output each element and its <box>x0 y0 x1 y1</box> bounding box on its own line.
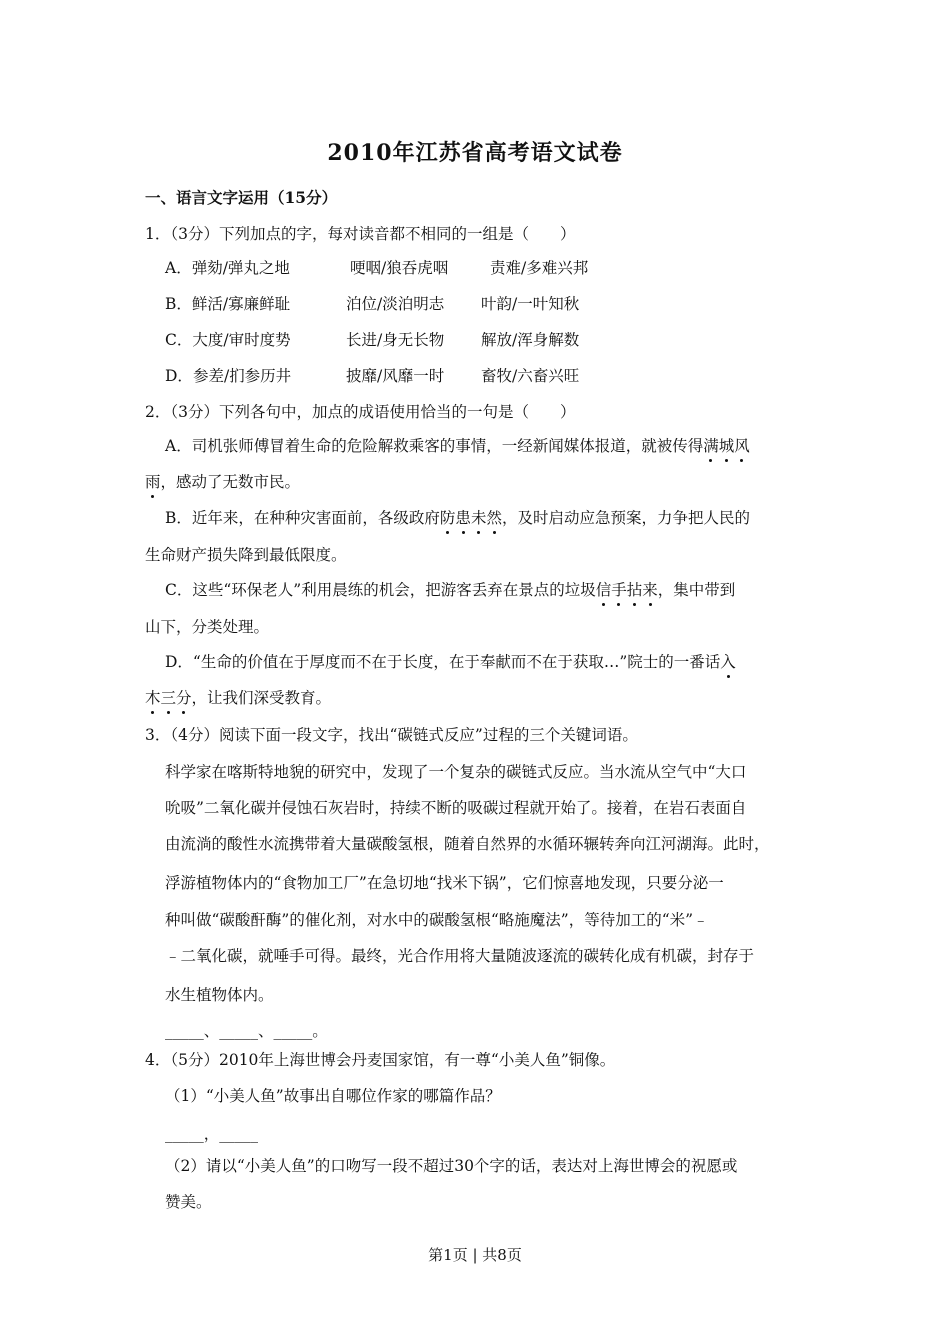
q3-passage-line: 吮吸”二氧化碳并侵蚀石灰岩时，持续不断的吸碳过程就开始了。接着，在岩石表面自 <box>165 799 747 817</box>
q1-option-c <box>165 330 291 350</box>
q3-passage-line: 科学家在喀斯特地貌的研究中，发现了一个复杂的碳链式反应。当水流从空气中“大口 <box>165 763 747 781</box>
q2-option-a <box>165 436 750 456</box>
word-group: 解放/浑身解数 <box>481 331 580 349</box>
emphasis-char: 然 <box>486 509 502 527</box>
dotted-idiom <box>596 581 658 599</box>
q4-sub2: （2）请以“小美人鱼”的口吻写一段不超过30个字的话，表达对上海世博会的祝愿或 <box>165 1157 738 1175</box>
emphasis-char: 未 <box>470 509 487 527</box>
q2-option-d-cont <box>145 688 331 708</box>
emphasis-char: 分 <box>176 689 192 707</box>
page-footer: 第1页 | 共8页 <box>428 1246 522 1264</box>
option-label: C． <box>165 331 193 349</box>
sentence-text: A．司机张师傅冒着生命的危险解救乘客的事情，一经新闻媒体报道，就被传得 <box>165 437 704 455</box>
option-label: B． <box>165 295 192 313</box>
word-group: 参差/扪参历井 <box>192 367 292 385</box>
q2-option-b-cont: 生命财产损失降到最低限度。 <box>145 546 347 564</box>
word-group: 长进/身无长物 <box>346 331 445 349</box>
q4-sub2-cont: 赞美。 <box>165 1193 212 1211</box>
emphasis-char: 防 <box>439 509 456 527</box>
emphasis-char: 拈 <box>626 581 643 599</box>
q1-option-d <box>165 366 291 386</box>
sentence-text: ，及时启动应急预案，力争把人民的 <box>501 509 750 527</box>
emphasis-char: 风 <box>734 437 750 455</box>
option-label: A． <box>165 259 192 277</box>
word-group: 弹劾/弹丸之地 <box>191 259 290 277</box>
q3-passage-line: 种叫做“碳酸酐酶”的催化剂，对水中的碳酸氢根“略施魔法”，等待加工的“米”﹣ <box>165 911 709 929</box>
emphasis-char: 满 <box>703 437 719 455</box>
word-group: 鲜活/寡廉鲜耻 <box>191 295 291 313</box>
emphasis-char: 木 <box>145 689 161 707</box>
option-label: D． <box>165 367 193 385</box>
emphasis-char: 入 <box>720 653 736 671</box>
q3-passage-line: ﹣二氧化碳，就唾手可得。最终，光合作用将大量随波逐流的碳转化成有机碳，封存于 <box>165 947 755 965</box>
q2-option-c <box>165 580 735 600</box>
q3-passage-line: 水生植物体内。 <box>165 986 274 1004</box>
dotted-idiom <box>703 437 750 455</box>
word-group: 叶韵/一叶知秋 <box>481 295 580 313</box>
q1-stem: 1．（3分）下列加点的字，每对读音都不相同的一组是（ ） <box>145 225 576 243</box>
emphasis-char: 城 <box>718 437 735 455</box>
sentence-text: ，感动了无数市民。 <box>160 473 301 491</box>
dotted-idiom <box>720 653 736 671</box>
section-heading: 一、语言文字运用（15分） <box>145 188 338 207</box>
q2-option-b <box>165 508 750 528</box>
q1-option-b <box>165 294 290 314</box>
q3-passage-line: 浮游植物体内的“食物加工厂”在急切地“找米下锅”，它们惊喜地发现，只要分泌一 <box>165 874 724 892</box>
word-group: 大度/审时度势 <box>192 331 291 349</box>
word-group: 披靡/风靡一时 <box>346 367 445 385</box>
emphasis-char: 雨 <box>145 473 161 491</box>
q1-option-a <box>165 258 290 278</box>
word-group: 哽咽/狼吞虎咽 <box>350 259 449 277</box>
q3-answer-blanks: _____、_____、_____。 <box>165 1022 328 1040</box>
emphasis-char: 三 <box>160 689 177 707</box>
q4-sub1: （1）“小美人鱼”故事出自哪位作家的哪篇作品？ <box>165 1087 501 1105</box>
q2-stem: 2．（3分）下列各句中，加点的成语使用恰当的一句是（ ） <box>145 403 576 421</box>
emphasis-char: 信 <box>595 581 612 599</box>
q3-stem: 3．（4分）阅读下面一段文字，找出“碳链式反应”过程的三个关键词语。 <box>145 726 638 744</box>
sentence-text: ，让我们深受教育。 <box>191 689 332 707</box>
word-group: 泊位/淡泊明志 <box>346 295 445 313</box>
dotted-idiom <box>440 509 502 527</box>
emphasis-char: 来 <box>642 581 658 599</box>
word-group: 责难/多难兴邦 <box>490 259 589 277</box>
q4-stem: 4．（5分）2010年上海世博会丹麦国家馆，有一尊“小美人鱼”铜像。 <box>145 1051 616 1069</box>
q2-option-c-cont: 山下，分类处理。 <box>145 618 270 636</box>
emphasis-char: 患 <box>455 509 471 527</box>
word-group: 畜牧/六畜兴旺 <box>481 367 580 385</box>
sentence-text: ，集中带到 <box>657 581 736 599</box>
sentence-text: C．这些“环保老人”利用晨练的机会，把游客丢弃在景点的垃圾 <box>165 581 596 599</box>
q3-passage-line: 由流淌的酸性水流携带着大量碳酸氢根，随着自然界的水循环辗转奔向江河湖海。此时， <box>165 835 770 853</box>
sentence-text: B．近年来，在种种灾害面前，各级政府 <box>165 509 440 527</box>
dotted-idiom <box>145 689 192 707</box>
q4-answer-blanks: _____，_____ <box>165 1125 259 1143</box>
dotted-idiom <box>145 473 161 491</box>
emphasis-char: 手 <box>611 581 627 599</box>
q2-option-a-cont <box>145 472 300 492</box>
exam-title: 2010年江苏省高考语文试卷 <box>327 140 623 166</box>
sentence-text: D．“生命的价值在于厚度而不在于长度，在于奉献而不在于获取…”院士的一番话 <box>165 653 721 671</box>
q2-option-d <box>165 652 736 672</box>
